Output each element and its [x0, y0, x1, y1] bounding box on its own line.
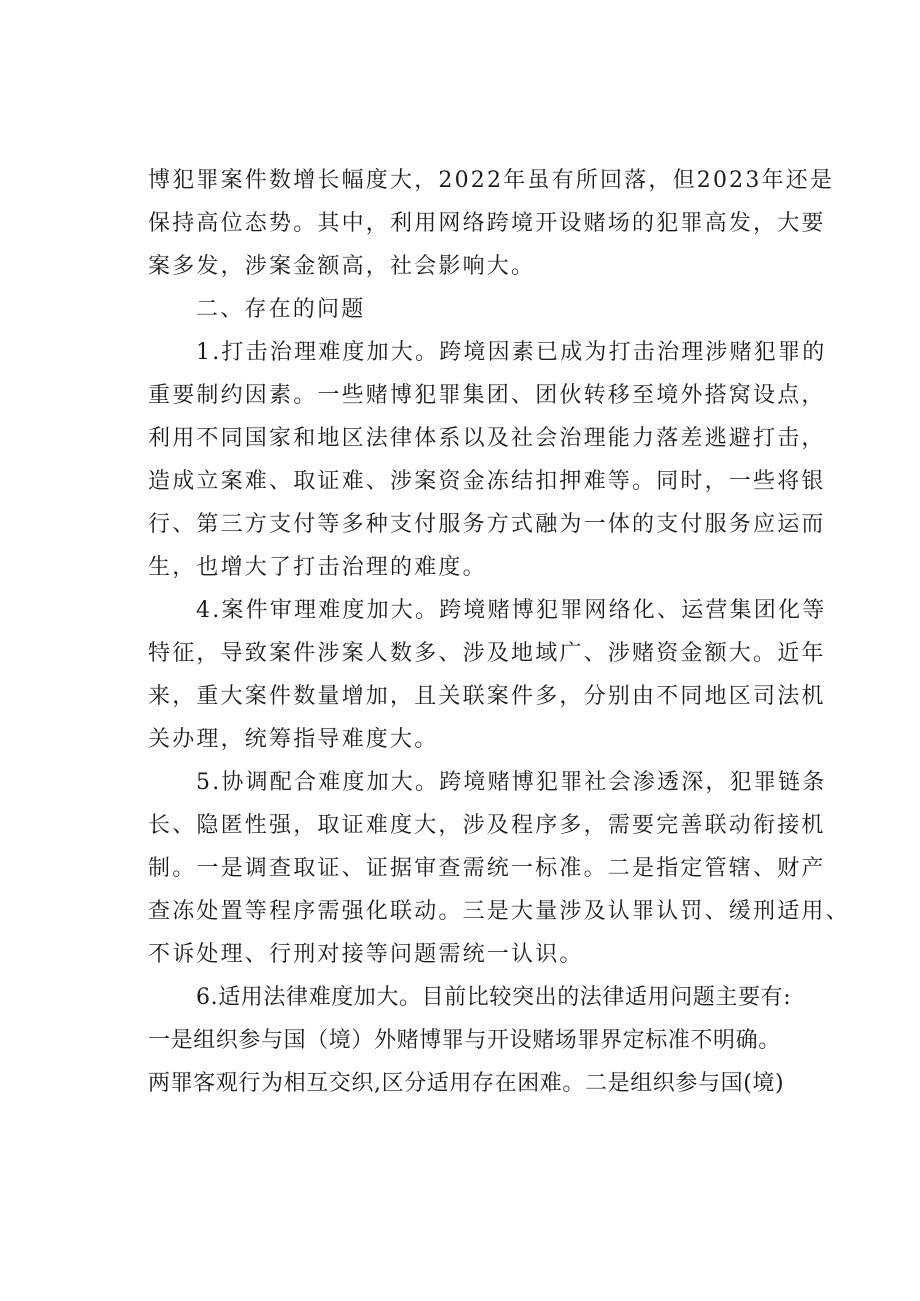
text-line-13: 来，重大案件数量增加，且关联案件多，分别由不同地区司法机	[148, 684, 826, 709]
section-heading: 二、存在的问题	[196, 297, 366, 322]
text-line-17: 制。一是调查取证、证据审查需统一标准。二是指定管辖、财产	[148, 856, 826, 881]
text-line-16: 长、隐匿性强，取证难度大，涉及程序多，需要完善联动衔接机	[148, 813, 826, 838]
text-line-12: 特征，导致案件涉案人数多、涉及地域广、涉赌资金额大。近年	[148, 641, 826, 666]
text-line-1: 博犯罪案件数增长幅度大，2022年虽有所回落，但2023年还是	[148, 168, 835, 193]
text-line-5: 1.打击治理难度加大。跨境因素已成为打击治理涉赌犯罪的	[196, 340, 827, 365]
text-line-19: 不诉处理、行刑对接等问题需统一认识。	[148, 942, 584, 967]
text-line-6: 重要制约因素。一些赌博犯罪集团、团伙转移至境外搭窝设点，	[148, 383, 826, 408]
text-line-10: 生，也增大了打击治理的难度。	[148, 555, 487, 580]
text-line-9: 行、第三方支付等多种支付服务方式融为一体的支付服务应运而	[148, 512, 826, 537]
text-line-3: 案多发，涉案金额高，社会影响大。	[148, 254, 536, 279]
text-line-20: 6.适用法律难度加大。目前比较突出的法律适用问题主要有:	[196, 985, 792, 1010]
text-line-18: 查冻处置等程序需强化联动。三是大量涉及认罪认罚、缓刑适用、	[148, 899, 850, 924]
text-line-14: 关办理，统筹指导难度大。	[148, 727, 439, 752]
text-line-22: 两罪客观行为相互交织,区分适用存在困难。二是组织参与国(境)	[148, 1071, 785, 1096]
text-line-7: 利用不同国家和地区法律体系以及社会治理能力落差逃避打击，	[148, 426, 826, 451]
text-line-2: 保持高位态势。其中，利用网络跨境开设赌场的犯罪高发，大要	[148, 211, 826, 236]
text-line-11: 4.案件审理难度加大。跨境赌博犯罪网络化、运营集团化等	[196, 598, 827, 623]
text-line-8: 造成立案难、取证难、涉案资金冻结扣押难等。同时，一些将银	[148, 469, 826, 494]
text-line-15: 5.协调配合难度加大。跨境赌博犯罪社会渗透深，犯罪链条	[196, 770, 827, 795]
text-line-21: 一是组织参与国（境）外赌博罪与开设赌场罪界定标准不明确。	[148, 1028, 781, 1053]
